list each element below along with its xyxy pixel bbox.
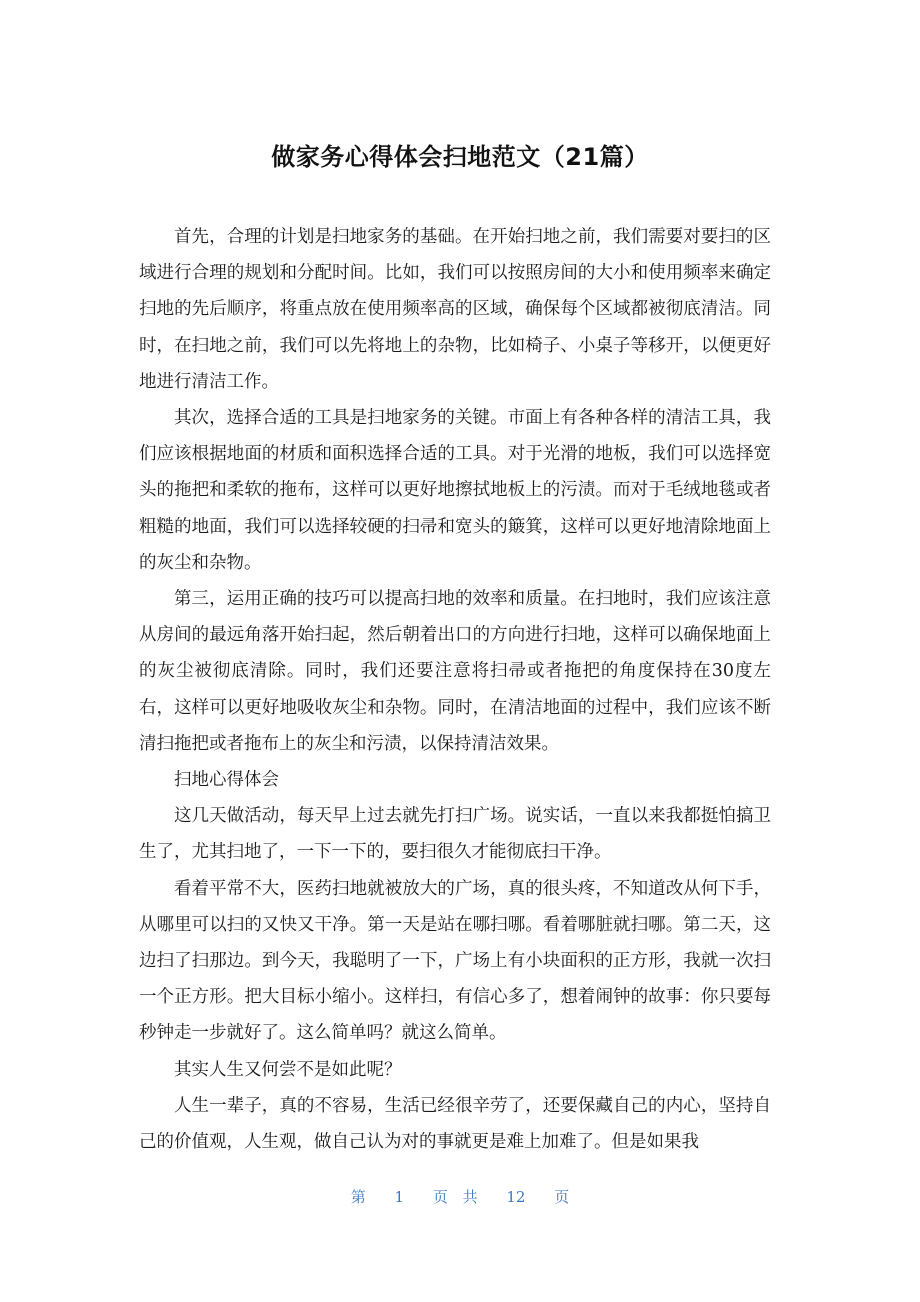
paragraph: 其次，选择合适的工具是扫地家务的关键。市面上有各种各样的清洁工具，我们应该根据地面的材质和面积选择合适的工具。对于光滑的地板，我们可以选择宽头的拖把和柔软的拖布，这样可以更好地擦拭地板上的污渍。而对于毛绒地毯或者粗糙的地面，我们可以选择较硬的扫帚和宽头的簸箕，这样可以更好地清除地面上的灰尘和杂物。 bbox=[139, 408, 771, 573]
paragraph: 人生一辈子，真的不容易，生活已经很辛劳了，还要保藏自己的内心，坚持自己的价值观，人生观，做自己认为对的事就更是难上加难了。但是如果我 bbox=[139, 1095, 771, 1153]
paragraph: 第三，运用正确的技巧可以提高扫地的效率和质量。在扫地时，我们应该注意从房间的最远角落开始扫起，然后朝着出口的方向进行扫地，这样可以确保地面上的灰尘被彻底清除。同时，我们还要注意将扫帚或者拖把的角度保持在30度左右，这样可以更好地吸收灰尘和杂物。同时，在清洁地面的过程中，我们应该不断清扫拖把或者拖布上的灰尘和污渍，以保持清洁效果。 bbox=[139, 589, 771, 754]
section-heading: 扫地心得体会 bbox=[174, 770, 279, 791]
document-title: 做家务心得体会扫地范文（21篇） bbox=[271, 143, 649, 171]
footer-label-pages: 页 bbox=[554, 1188, 570, 1206]
document-body bbox=[139, 219, 771, 1160]
footer-current-page: 1 bbox=[394, 1188, 405, 1206]
footer-label-of: 页 共 bbox=[432, 1188, 478, 1206]
paragraph: 这几天做活动，每天早上过去就先打扫广场。说实话，一直以来我都挺怕搞卫生了，尤其扫地了，一下一下的，要扫很久才能彻底扫干净。 bbox=[139, 806, 771, 863]
footer-total-pages: 12 bbox=[506, 1188, 526, 1206]
paragraph: 看着平常不大，医药扫地就被放大的广场，真的很头疼，不知道改从何下手，从哪里可以扫的又快又干净。第一天是站在哪扫哪。看着哪脏就扫哪。第二天，这边扫了扫那边。到今天，我聪明了一下，广场上有小块面积的正方形，我就一次扫一个正方形。把大目标小缩小。这样扫，有信心多了，想着闹钟的故事：你只要每秒钟走一步就好了。这么简单吗？就这么简单。 bbox=[139, 878, 771, 1044]
page-footer bbox=[0, 1185, 920, 1209]
paragraph: 其实人生又何尝不是如此呢？ bbox=[174, 1059, 402, 1080]
footer-label-page: 第 bbox=[350, 1188, 366, 1206]
paragraph: 首先，合理的计划是扫地家务的基础。在开始扫地之前，我们需要对要扫的区域进行合理的规划和分配时间。比如，我们可以按照房间的大小和使用频率来确定扫地的先后顺序，将重点放在使用频率高的区域，确保每个区域都被彻底清洁。同时，在扫地之前，我们可以先将地上的杂物，比如椅子、小桌子等移开，以便更好地进行清洁工作。 bbox=[139, 227, 771, 392]
